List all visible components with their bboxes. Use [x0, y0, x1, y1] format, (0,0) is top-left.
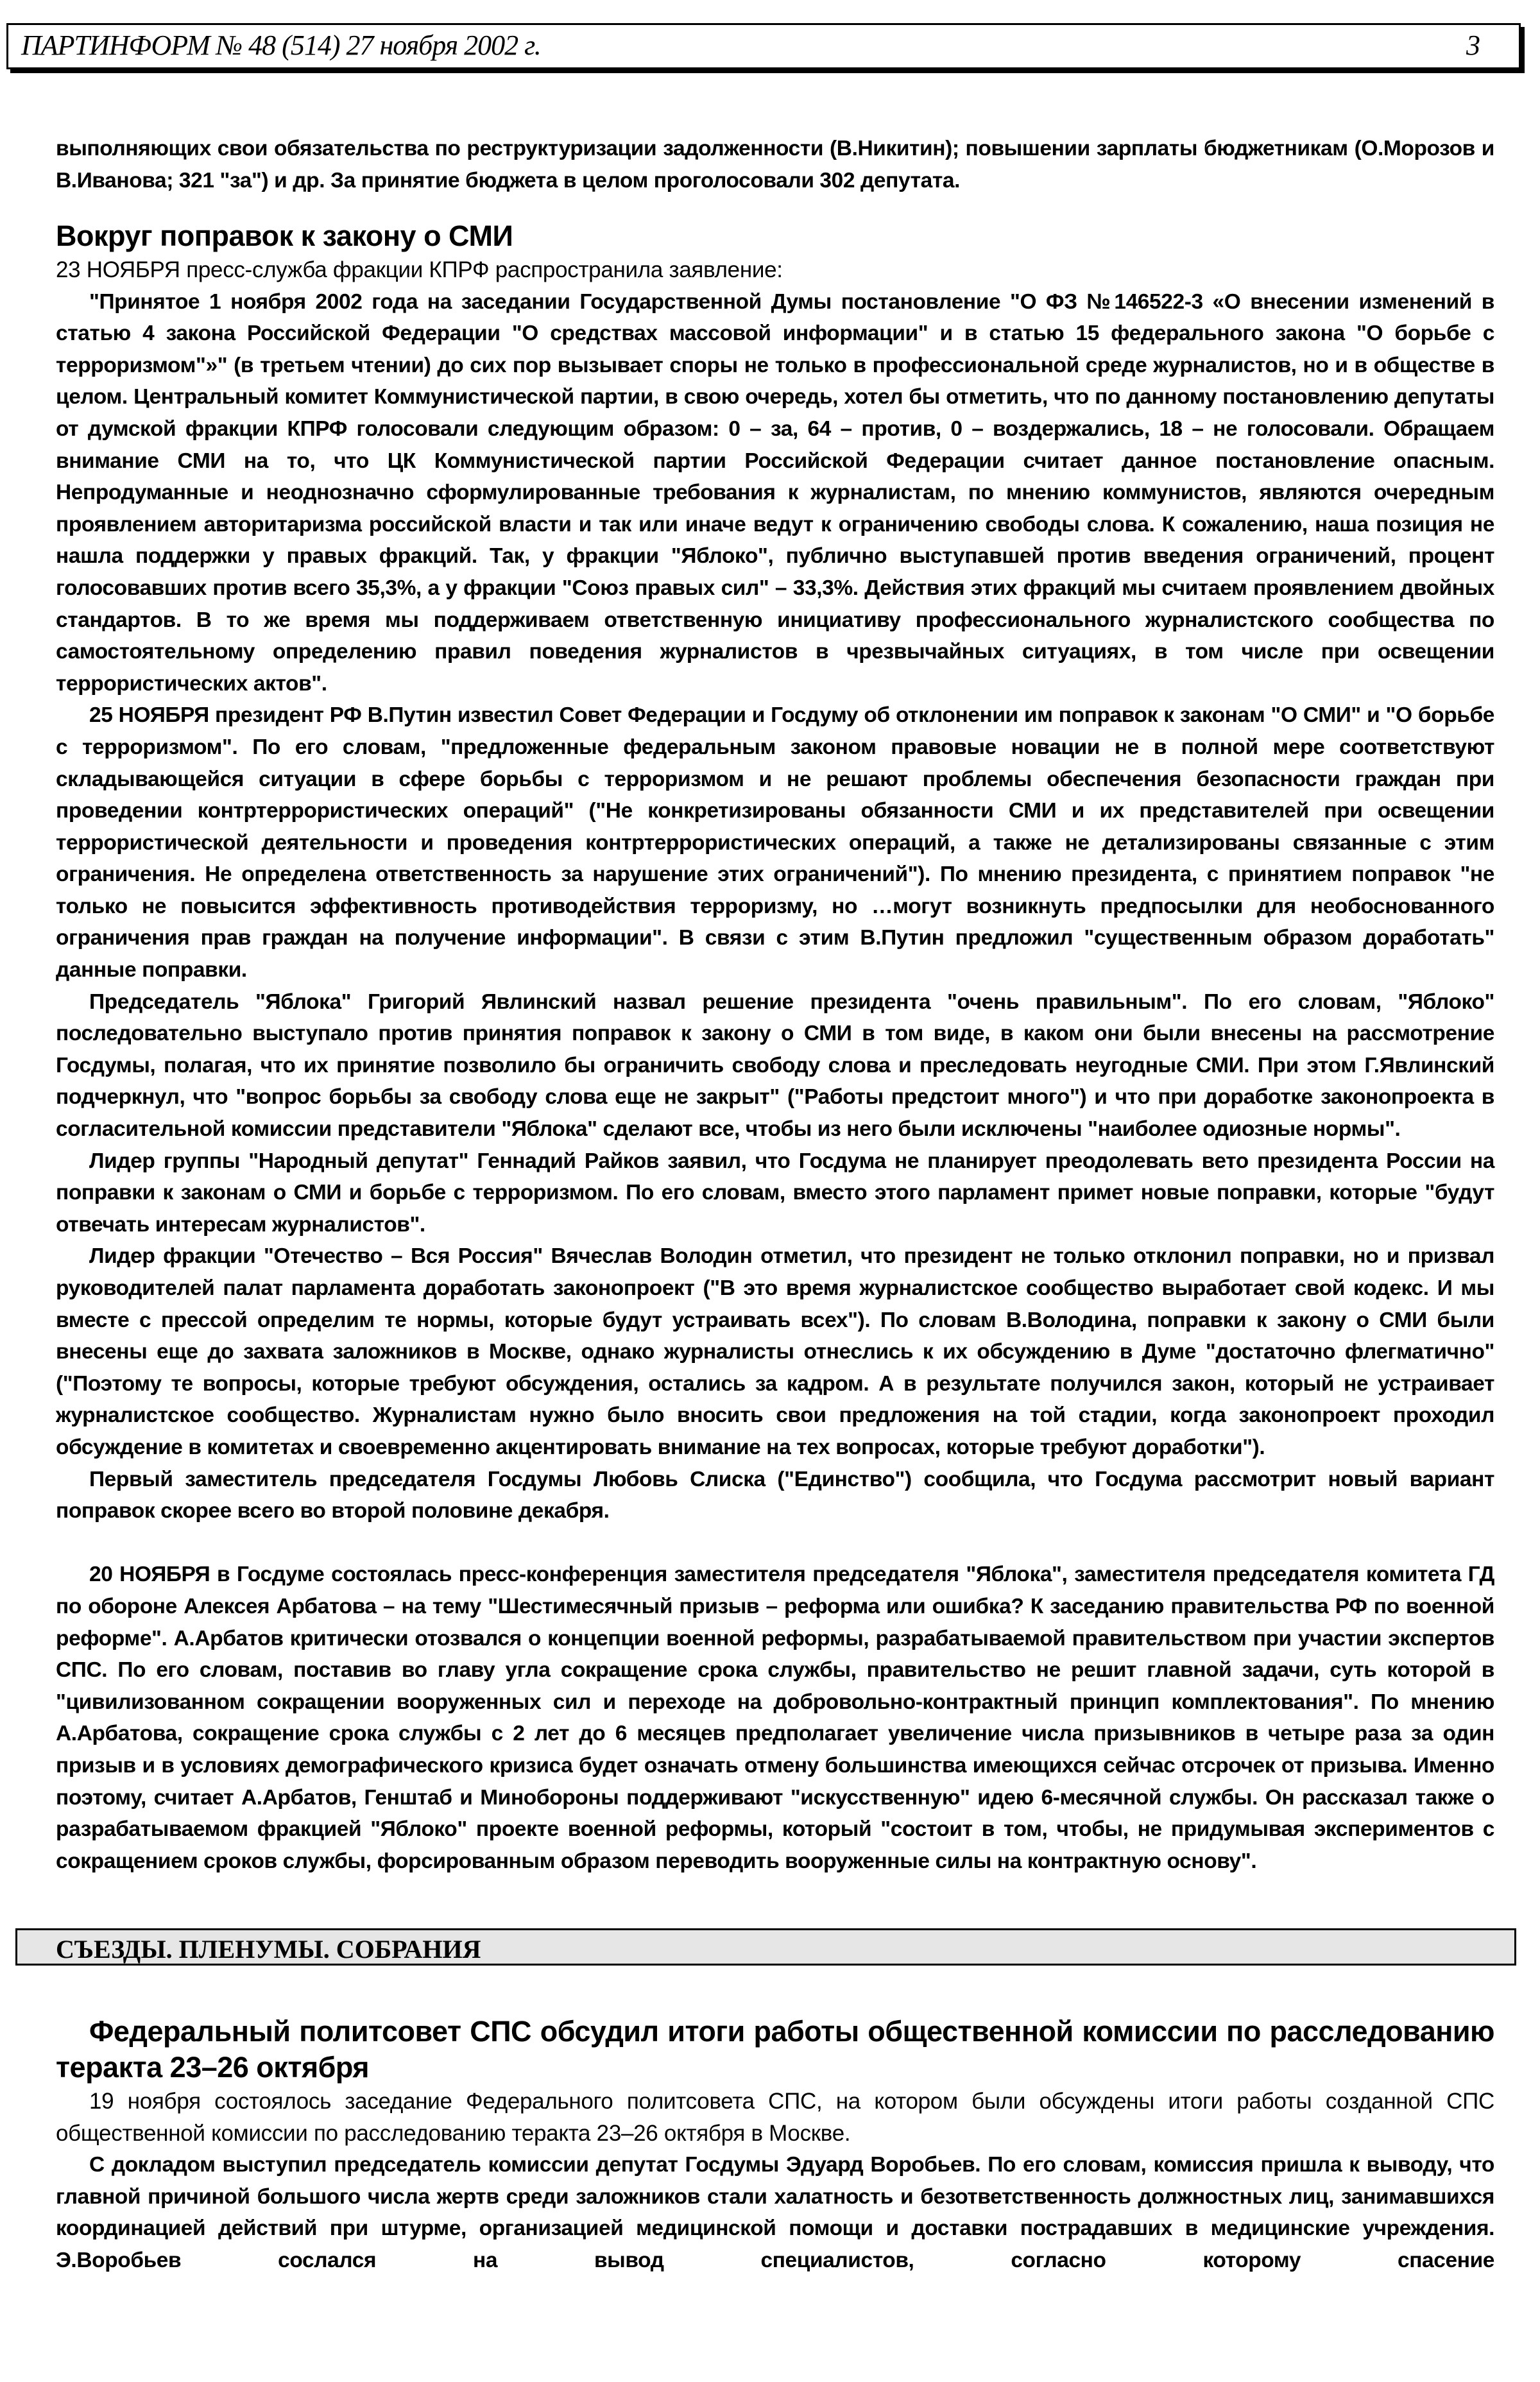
page-number: 3 — [1466, 30, 1480, 61]
section-title: СЪЕЗДЫ. ПЛЕНУМЫ. СОБРАНИЯ — [56, 1935, 481, 1964]
article-heading: Вокруг поправок к закону о СМИ — [56, 219, 513, 252]
paragraph: Председатель "Яблока" Григорий Явлинский назвал решение президента "очень правильным". По его словам, "Яблоко" последовательно выступало против принятия поправок к закону о СМИ в том виде, в каком они были внесены на рассмотрение Госдумы, полагая, что их принятие позволило бы ограничить свободу слова и преследовать неугодные СМИ. При этом Г.Явлинский подчеркнул, что "вопрос борьбы за свободу слова еще не закрыт" ("Работы предстоит много") и что при доработке законопроекта в согласительной комиссии представители "Яблока" сделают все, чтобы из него были исключены "наиболее одиозные нормы". — [56, 990, 1494, 1142]
article-intro: 23 НОЯБРЯ пресс-служба фракции КПРФ распространила заявление: — [56, 257, 783, 282]
publication-title: ПАРТИНФОРМ № 48 (514) 27 ноября 2002 г. — [21, 30, 541, 61]
paragraph: Лидер группы "Народный депутат" Геннадий Райков заявил, что Госдума не планирует преодолевать вето президента России на поправки к законам о СМИ и борьбе с терроризмом. По его словам, вместо этого парламент примет новые поправки, которые "будут отвечать интересам журналистов". — [56, 1149, 1494, 1237]
article-heading: Федеральный политсовет СПС обсудил итоги работы общественной комиссии по расследованию теракта 23–26 октября — [56, 2015, 1494, 2084]
paragraph: "Принятое 1 ноября 2002 года на заседании Государственной Думы постановление "О ФЗ №146522-3 «О внесении изменений в статью 4 закона Российской Федерации "О средствах массовой информации" и в статью 15 федерального закона "О борьбе с терроризмом"»" (в третьем чтении) до сих пор вызывает споры не только в профессиональной среде журналистов, но и в обществе в целом. Центральный комитет Коммунистической партии, в свою очередь, хотел бы отметить, что по данному постановлению депутаты от думской фракции КПРФ голосовали следующим образом: 0 – за, 64 – против, 0 – воздержались, 18 – не голосовали. Обращаем внимание СМИ на то, что ЦК Коммунистической партии Российской Федерации считает данное постановление опасным. Непродуманные и неоднозначно сформулированные требования к журналистам, по мнению коммунистов, являются очередным проявлением авторитаризма российской власти и так или иначе ведут к ограничению свободы слова. К сожалению, наша позиция не нашла поддержки у правых фракций. Так, у фракции "Яблоко", публично выступавшей против введения ограничений, процент голосовавших против всего 35,3%, а у фракции "Союз правых сил" – 33,3%. Действия этих фракций мы считаем проявлением двойных стандартов. В то же время мы поддерживаем ответственную инициативу профессионального журналистского сообщества по самостоятельному определению правил поведения журналистов в чрезвычайных ситуациях, в том числе при освещении террористических актов". — [56, 289, 1494, 696]
paragraph: 20 НОЯБРЯ в Госдуме состоялась пресс-конференция заместителя председателя "Яблока", заместителя председателя комитета ГД по обороне Алексея Арбатова – на тему "Шестимесячный призыв – реформа или ошибка? К заседанию правительства РФ по военной реформе". А.Арбатов критически отозвался о концепции военной реформы, разрабатываемой правительством при участии экспертов СПС. По его словам, поставив во главу угла сокращение срока службы, правительство не решит главной задачи, суть которой в "цивилизованном сокращении вооруженных сил и переходе на добровольно-контрактный принцип комплектования". По мнению А.Арбатова, сокращение срока службы с 2 лет до 6 месяцев предполагает увеличение числа призывников в четыре раза за один призыв и в условиях демографического кризиса будет означать отмену большинства имеющихся сейчас отсрочек от призыва. Именно поэтому, считает А.Арбатов, Генштаб и Минобороны поддерживают "искусственную" идею 6-месячной службы. Он рассказал также о разрабатываемом фракцией "Яблоко" проекте военной реформы, который "состоит в том, чтобы, не придумывая экспериментов с сокращением сроков службы, форсированным образом переводить вооруженные силы на контрактную основу". — [56, 1563, 1494, 1873]
article-smi — [56, 218, 1494, 1877]
article-intro: 19 ноября состоялось заседание Федерального политсовета СПС, на котором были обсуждены итоги работы созданной СПС общественной комиссии по расследованию теракта 23–26 октября в Москве. — [56, 2089, 1494, 2146]
paragraph: 25 НОЯБРЯ президент РФ В.Путин известил Совет Федерации и Госдуму об отклонении им поправок к законам "О СМИ" и "О борьбе с терроризмом". По его словам, "предложенные федеральным законом правовые новации не в полной мере соответствуют складывающейся ситуации в сфере борьбы с терроризмом и не решают проблемы обеспечения безопасности граждан при проведении контртеррористических операций" ("Не конкретизированы обязанности СМИ и их представителей при освещении террористической деятельности и проведения контртеррористических операций, а также не детализированы связанные с этим ограничения. Не определена ответственность за нарушение этих ограничений"). По мнению президента, с принятием поправок "не только не повысится эффективность противодействия терроризму, но …могут возникнуть предпосылки для необоснованного ограничения прав граждан на получение информации". В связи с этим В.Путин предложил "существенным образом доработать" данные поправки. — [56, 703, 1494, 982]
paragraph: Лидер фракции "Отечество – Вся Россия" Вячеслав Володин отметил, что президент не только отклонил поправки, но и призвал руководителей палат парламента доработать законопроект ("В это время журналистское сообщество выработает свой кодекс. И мы вместе с прессой определим те нормы, которые будут устраивать всех"). По словам В.Володина, поправки к закону о СМИ были внесены еще до захвата заложников в Москве, однако журналисты отнеслись к их обсуждению в Думе "достаточно флегматично" ("Поэтому те вопросы, которые требуют обсуждения, остались за кадром. А в результате получился закон, который не устраивает журналистское сообщество. Журналистам нужно было вносить свои предложения на той стадии, когда законопроект проходил обсуждение в комитетах и своевременно акцентировать внимание на тех вопросах, которые требуют доработки"). — [56, 1244, 1494, 1459]
section-bar — [15, 1928, 1516, 1966]
paragraph: С докладом выступил председатель комиссии депутат Госдумы Эдуард Воробьев. По его словам, комиссия пришла к выводу, что главной причиной большого числа жертв среди заложников стали халатность и безответственность должностных лиц, занимавшихся координацией действий при штурме, организацией медицинской помощи и доставки пострадавших в медицинские учреждения. Э.Воробьев сослался на вывод специалистов, согласно которому спасение — [56, 2153, 1494, 2272]
continuation-paragraph: выполняющих свои обязательства по реструктуризации задолженности (В.Никитин); повышении зарплаты бюджетникам (О.Морозов и В.Иванова; 321 "за") и др. За принятие бюджета в целом проголосовали 302 депутата. — [56, 137, 1494, 193]
paragraph: Первый заместитель председателя Госдумы Любовь Слиска ("Единство") сообщила, что Госдума рассмотрит новый вариант поправок скорее всего во второй половине декабря. — [56, 1467, 1494, 1523]
page-header — [6, 23, 1521, 69]
continuation-text — [56, 133, 1494, 196]
article-sps — [56, 2014, 1494, 2277]
